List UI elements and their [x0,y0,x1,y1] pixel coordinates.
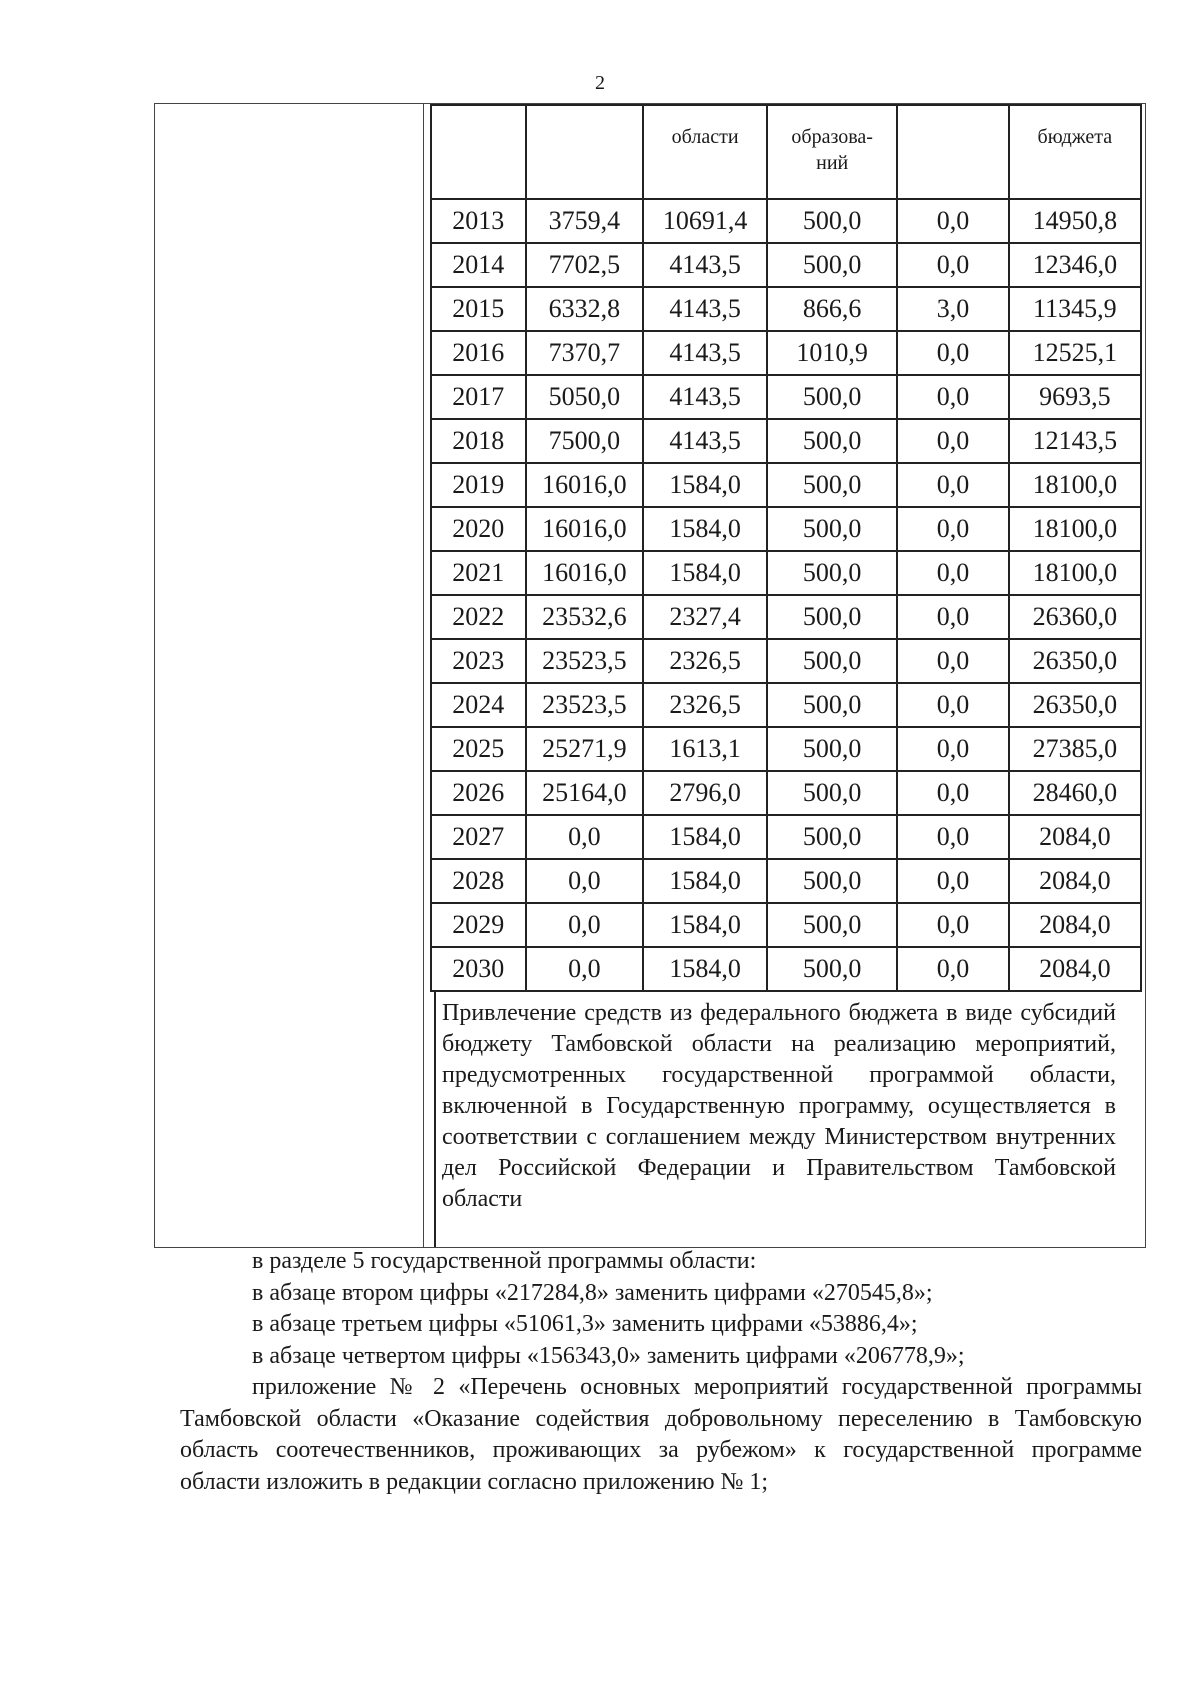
table-cell: 2084,0 [1009,947,1141,991]
table-cell: 0,0 [897,595,1008,639]
table-cell: 14950,8 [1009,199,1141,243]
table-header-cell [897,105,1008,199]
table-cell: 1010,9 [767,331,897,375]
table-cell: 3759,4 [526,199,644,243]
table-header-cell [526,105,644,199]
table-row [431,287,1141,331]
table-cell: 10691,4 [643,199,767,243]
table-cell: 16016,0 [526,551,644,595]
table-cell: 500,0 [767,507,897,551]
table-cell: 0,0 [897,947,1008,991]
table-cell: 1584,0 [643,815,767,859]
paragraph: приложение № 2 «Перечень основных мероприятий государственной программы Тамбовской области «Оказание содействия добровольному переселению в Тамбовскую область соотечественников, проживающих за рубежом» к государственной программе области изложить в редакции согласно приложению № 1; [180,1374,1142,1495]
paragraph: в разделе 5 государственной программы области: [252,1248,757,1274]
outer-table [154,103,1146,1248]
table-cell: 2017 [431,375,526,419]
table-row [431,375,1141,419]
table-cell: 500,0 [767,947,897,991]
table-cell: 500,0 [767,551,897,595]
table-cell: 500,0 [767,815,897,859]
table-cell: 0,0 [897,859,1008,903]
table-cell: 7500,0 [526,419,644,463]
table-cell: 2028 [431,859,526,903]
table-cell: 0,0 [897,639,1008,683]
table-row [431,551,1141,595]
table-cell: 0,0 [897,507,1008,551]
table-row [431,507,1141,551]
table-cell: 2027 [431,815,526,859]
table-cell: 27385,0 [1009,727,1141,771]
table-cell: 2015 [431,287,526,331]
table-cell: 0,0 [897,903,1008,947]
table-cell: 0,0 [526,947,644,991]
table-row [431,419,1141,463]
table-cell: 500,0 [767,771,897,815]
table-cell: 25271,9 [526,727,644,771]
table-cell: 1584,0 [643,463,767,507]
right-cell [424,104,1146,1248]
table-cell: 28460,0 [1009,771,1141,815]
table-cell: 1584,0 [643,507,767,551]
table-cell: 500,0 [767,639,897,683]
table-cell: 26360,0 [1009,595,1141,639]
table-cell: 2021 [431,551,526,595]
page-number: 2 [595,72,605,94]
table-cell: 0,0 [526,859,644,903]
table-cell: 4143,5 [643,331,767,375]
table-cell: 7370,7 [526,331,644,375]
table-cell: 0,0 [526,903,644,947]
table-cell: 18100,0 [1009,551,1141,595]
table-header-cell: области [643,105,767,199]
table-cell: 500,0 [767,419,897,463]
table-cell: 0,0 [897,199,1008,243]
table-cell: 23523,5 [526,639,644,683]
table-cell: 2084,0 [1009,815,1141,859]
table-cell: 500,0 [767,595,897,639]
left-empty-cell [155,104,424,1248]
paragraph: в абзаце втором цифры «217284,8» заменить цифрами «270545,8»; [252,1279,933,1306]
table-cell: 2023 [431,639,526,683]
table-cell: 1613,1 [643,727,767,771]
paragraph: в абзаце четвертом цифры «156343,0» заменить цифрами «206778,9»; [252,1342,965,1369]
table-row [431,727,1141,771]
table-cell: 25164,0 [526,771,644,815]
table-header-cell: бюджета [1009,105,1141,199]
table-cell: 0,0 [897,331,1008,375]
table-cell: 0,0 [897,551,1008,595]
table-cell: 500,0 [767,903,897,947]
table-cell: 12346,0 [1009,243,1141,287]
table-cell: 500,0 [767,375,897,419]
table-cell: 4143,5 [643,243,767,287]
table-cell: 4143,5 [643,375,767,419]
table-cell: 2326,5 [643,683,767,727]
table-cell: 2029 [431,903,526,947]
table-cell: 2013 [431,199,526,243]
table-cell: 0,0 [897,683,1008,727]
table-cell: 18100,0 [1009,463,1141,507]
table-cell: 16016,0 [526,507,644,551]
table-row [431,243,1141,287]
table-row [431,639,1141,683]
table-cell: 0,0 [897,815,1008,859]
table-cell: 500,0 [767,683,897,727]
table-cell: 11345,9 [1009,287,1141,331]
table-cell: 2025 [431,727,526,771]
table-row [431,331,1141,375]
table-cell: 1584,0 [643,551,767,595]
table-cell: 7702,5 [526,243,644,287]
table-cell: 16016,0 [526,463,644,507]
table-row [431,199,1141,243]
table-row [431,903,1141,947]
table-cell: 26350,0 [1009,639,1141,683]
table-header-row [431,105,1141,199]
table-cell: 2014 [431,243,526,287]
table-cell: 1584,0 [643,859,767,903]
table-row [431,595,1141,639]
table-cell: 2026 [431,771,526,815]
table-cell: 26350,0 [1009,683,1141,727]
table-cell: 2030 [431,947,526,991]
table-cell: 6332,8 [526,287,644,331]
table-cell: 500,0 [767,859,897,903]
table-cell: 500,0 [767,199,897,243]
table-cell: 2326,5 [643,639,767,683]
table-row [431,947,1141,991]
table-cell: 2024 [431,683,526,727]
table-cell: 3,0 [897,287,1008,331]
table-cell: 500,0 [767,243,897,287]
table-header-cell: образова- ний [767,105,897,199]
table-row [431,771,1141,815]
paragraph: в абзаце третьем цифры «51061,3» заменить цифрами «53886,4»; [252,1311,918,1337]
table-row [431,683,1141,727]
table-cell: 12525,1 [1009,331,1141,375]
table-cell: 2796,0 [643,771,767,815]
table-cell: 5050,0 [526,375,644,419]
table-cell: 4143,5 [643,419,767,463]
table-cell: 866,6 [767,287,897,331]
table-cell: 9693,5 [1009,375,1141,419]
table-cell: 2084,0 [1009,859,1141,903]
table-cell: 0,0 [897,419,1008,463]
table-cell: 1584,0 [643,947,767,991]
table-row [431,463,1141,507]
table-cell: 0,0 [897,463,1008,507]
table-cell: 2020 [431,507,526,551]
table-cell: 2084,0 [1009,903,1141,947]
table-cell: 0,0 [897,375,1008,419]
table-cell: 23523,5 [526,683,644,727]
table-cell: 2019 [431,463,526,507]
funding-table [430,104,1142,992]
funding-note: Привлечение средств из федерального бюджета в виде субсидий бюджету Тамбовской области на реализацию мероприятий, предусмотренных государственной программой области, включенной в Государственную программу, осуществляется в соответствии с соглашением между Министерством внутренних дел Российской Федерации и Правительством Тамбовской области [434,992,1122,1247]
table-cell: 0,0 [897,727,1008,771]
body-text [180,1246,1142,1498]
table-cell: 2016 [431,331,526,375]
table-cell: 4143,5 [643,287,767,331]
table-cell: 1584,0 [643,903,767,947]
table-cell: 500,0 [767,463,897,507]
table-cell: 2022 [431,595,526,639]
table-header-cell [431,105,526,199]
table-cell: 0,0 [526,815,644,859]
table-cell: 12143,5 [1009,419,1141,463]
table-cell: 2018 [431,419,526,463]
table-cell: 500,0 [767,727,897,771]
table-row [431,859,1141,903]
table-cell: 0,0 [897,243,1008,287]
table-cell: 23532,6 [526,595,644,639]
table-cell: 2327,4 [643,595,767,639]
table-cell: 18100,0 [1009,507,1141,551]
table-cell: 0,0 [897,771,1008,815]
table-row [431,815,1141,859]
